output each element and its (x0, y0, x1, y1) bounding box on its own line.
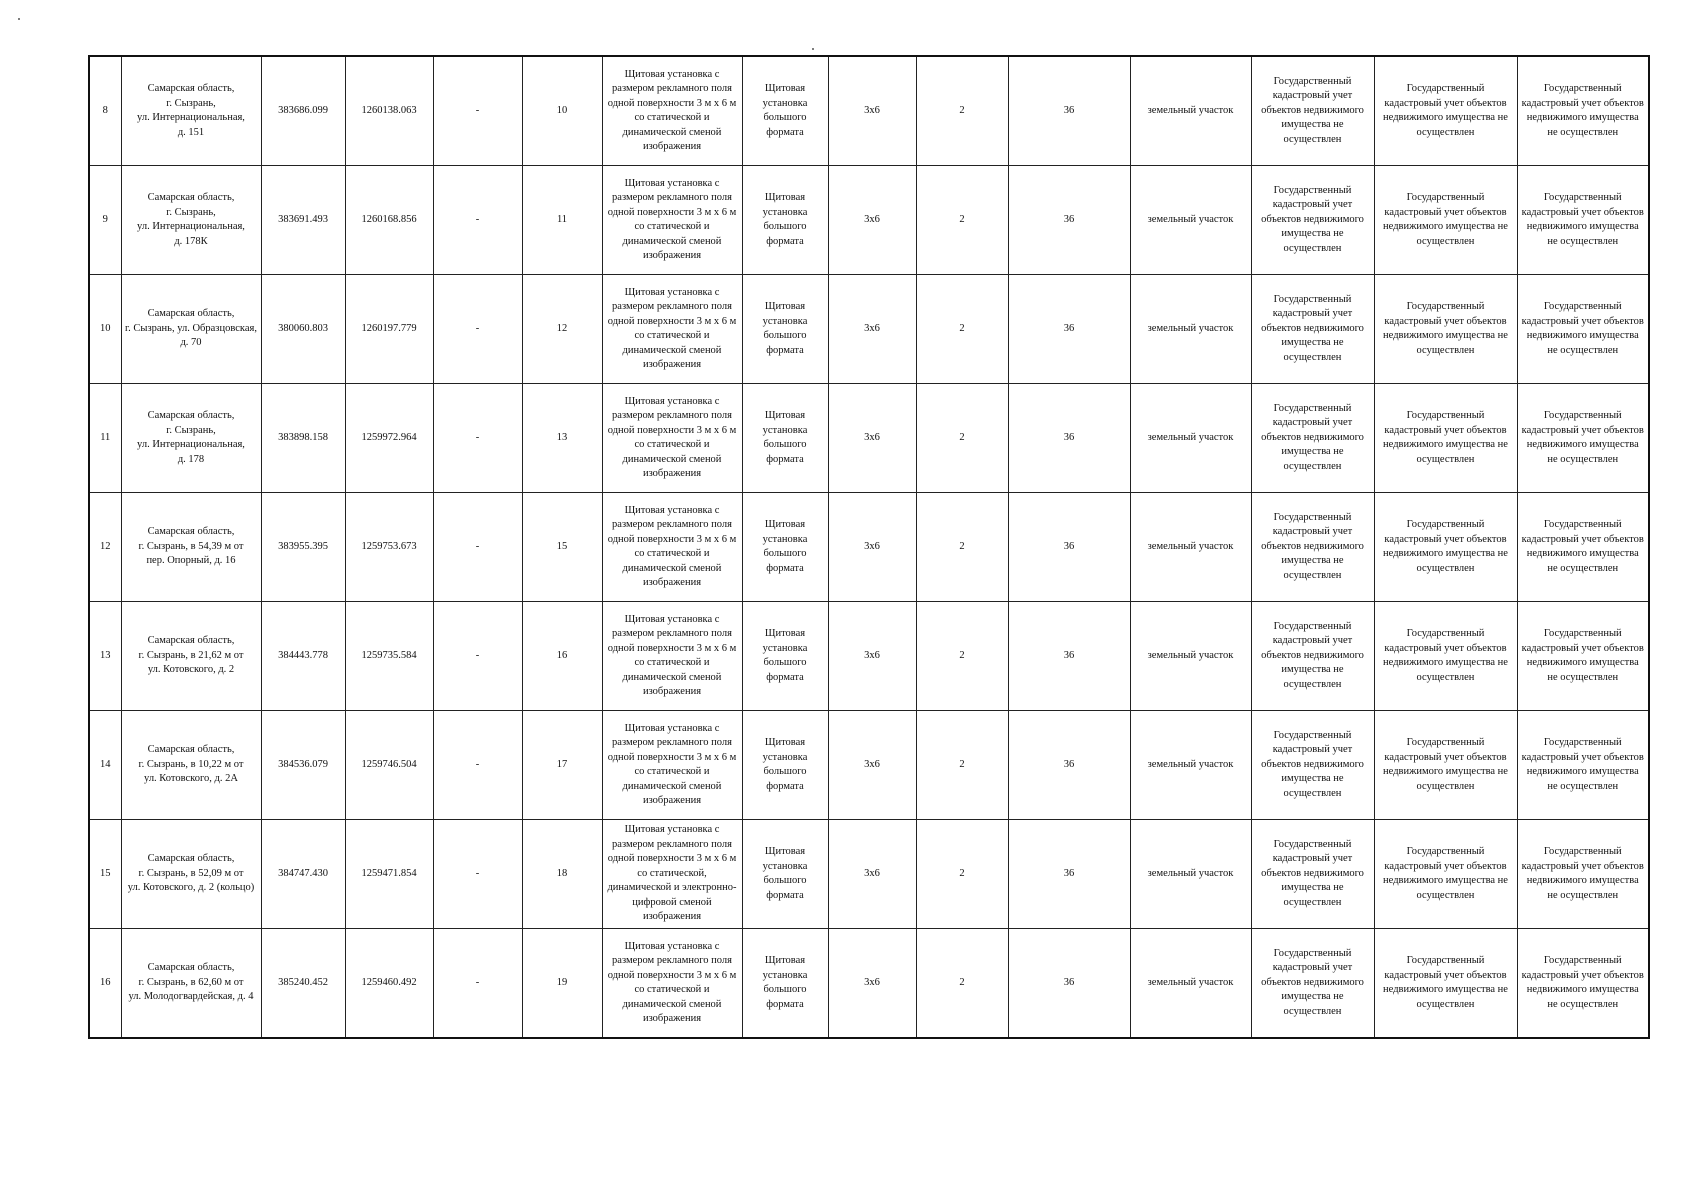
cadastre-status-cell: Государственный кадастровый учет объектов недвижимого имущества не осуществлен (1517, 602, 1649, 711)
coordinate-y-cell: 1260138.063 (345, 56, 433, 166)
row-number-cell: 11 (89, 384, 121, 493)
coordinate-x-cell: 384536.079 (261, 711, 345, 820)
land-type-cell: земельный участок (1130, 56, 1251, 166)
dash-cell: - (433, 602, 522, 711)
cadastre-status-cell: Государственный кадастровый учет объектов недвижимого имущества не осуществлен (1374, 929, 1517, 1039)
cadastre-status-cell: Государственный кадастровый учет объектов недвижимого имущества не осуществлен (1517, 929, 1649, 1039)
coordinate-x-cell: 385240.452 (261, 929, 345, 1039)
size-cell: 3х6 (828, 384, 916, 493)
cadastre-status-cell: Государственный кадастровый учет объектов недвижимого имущества не осуществлен (1517, 820, 1649, 929)
size-cell: 3х6 (828, 929, 916, 1039)
address-cell: Самарская область, г. Сызрань, ул. Интернациональная, д. 178 (121, 384, 261, 493)
number-cell: 18 (522, 820, 602, 929)
table-row (89, 166, 1649, 275)
land-type-cell: земельный участок (1130, 275, 1251, 384)
scan-speck (18, 18, 20, 20)
dash-cell: - (433, 56, 522, 166)
cadastre-status-cell: Государственный кадастровый учет объектов недвижимого имущества не осуществлен (1517, 275, 1649, 384)
size-cell: 3х6 (828, 711, 916, 820)
area-cell: 36 (1008, 384, 1130, 493)
sides-cell: 2 (916, 384, 1008, 493)
coordinate-x-cell: 383898.158 (261, 384, 345, 493)
address-cell: Самарская область, г. Сызрань, в 62,60 м от ул. Молодогвардейская, д. 4 (121, 929, 261, 1039)
sides-cell: 2 (916, 711, 1008, 820)
land-type-cell: земельный участок (1130, 602, 1251, 711)
coordinate-x-cell: 383686.099 (261, 56, 345, 166)
table-row (89, 929, 1649, 1039)
construction-type-cell: Щитовая установка большого формата (742, 711, 828, 820)
cadastre-status-cell: Государственный кадастровый учет объектов недвижимого имущества не осуществлен (1251, 493, 1374, 602)
sides-cell: 2 (916, 820, 1008, 929)
coordinate-y-cell: 1259746.504 (345, 711, 433, 820)
number-cell: 15 (522, 493, 602, 602)
address-cell: Самарская область, г. Сызрань, в 10,22 м от ул. Котовского, д. 2А (121, 711, 261, 820)
row-number-cell: 10 (89, 275, 121, 384)
cadastre-status-cell: Государственный кадастровый учет объектов недвижимого имущества не осуществлен (1251, 275, 1374, 384)
table-row (89, 56, 1649, 166)
cadastre-status-cell: Государственный кадастровый учет объектов недвижимого имущества не осуществлен (1517, 711, 1649, 820)
number-cell: 13 (522, 384, 602, 493)
land-type-cell: земельный участок (1130, 493, 1251, 602)
number-cell: 10 (522, 56, 602, 166)
sides-cell: 2 (916, 56, 1008, 166)
row-number-cell: 13 (89, 602, 121, 711)
address-cell: Самарская область, г. Сызрань, ул. Интернациональная, д. 178К (121, 166, 261, 275)
description-cell: Щитовая установка с размером рекламного поля одной поверхности 3 м х 6 м со статической и динамической сменой изображения (602, 384, 742, 493)
description-cell: Щитовая установка с размером рекламного поля одной поверхности 3 м х 6 м со статической и динамической сменой изображения (602, 275, 742, 384)
land-type-cell: земельный участок (1130, 929, 1251, 1039)
cadastre-status-cell: Государственный кадастровый учет объектов недвижимого имущества не осуществлен (1517, 166, 1649, 275)
cadastre-status-cell: Государственный кадастровый учет объектов недвижимого имущества не осуществлен (1251, 56, 1374, 166)
area-cell: 36 (1008, 602, 1130, 711)
address-cell: Самарская область, г. Сызрань, ул. Интернациональная, д. 151 (121, 56, 261, 166)
construction-type-cell: Щитовая установка большого формата (742, 602, 828, 711)
row-number-cell: 8 (89, 56, 121, 166)
dash-cell: - (433, 275, 522, 384)
registry-table (88, 55, 1650, 1039)
row-number-cell: 14 (89, 711, 121, 820)
construction-type-cell: Щитовая установка большого формата (742, 493, 828, 602)
sides-cell: 2 (916, 929, 1008, 1039)
cadastre-status-cell: Государственный кадастровый учет объектов недвижимого имущества не осуществлен (1374, 602, 1517, 711)
cadastre-status-cell: Государственный кадастровый учет объектов недвижимого имущества не осуществлен (1517, 384, 1649, 493)
number-cell: 16 (522, 602, 602, 711)
cadastre-status-cell: Государственный кадастровый учет объектов недвижимого имущества не осуществлен (1374, 384, 1517, 493)
size-cell: 3х6 (828, 820, 916, 929)
land-type-cell: земельный участок (1130, 820, 1251, 929)
number-cell: 11 (522, 166, 602, 275)
cadastre-status-cell: Государственный кадастровый учет объектов недвижимого имущества не осуществлен (1374, 166, 1517, 275)
number-cell: 17 (522, 711, 602, 820)
size-cell: 3х6 (828, 275, 916, 384)
number-cell: 12 (522, 275, 602, 384)
land-type-cell: земельный участок (1130, 166, 1251, 275)
cadastre-status-cell: Государственный кадастровый учет объектов недвижимого имущества не осуществлен (1251, 602, 1374, 711)
row-number-cell: 9 (89, 166, 121, 275)
area-cell: 36 (1008, 493, 1130, 602)
description-cell: Щитовая установка с размером рекламного поля одной поверхности 3 м х 6 м со статической, динамической и электронно-цифровой сменой изображения (602, 820, 742, 929)
cadastre-status-cell: Государственный кадастровый учет объектов недвижимого имущества не осуществлен (1251, 166, 1374, 275)
cadastre-status-cell: Государственный кадастровый учет объектов недвижимого имущества не осуществлен (1517, 493, 1649, 602)
land-type-cell: земельный участок (1130, 711, 1251, 820)
coordinate-x-cell: 384747.430 (261, 820, 345, 929)
cadastre-status-cell: Государственный кадастровый учет объектов недвижимого имущества не осуществлен (1251, 929, 1374, 1039)
description-cell: Щитовая установка с размером рекламного поля одной поверхности 3 м х 6 м со статической и динамической сменой изображения (602, 929, 742, 1039)
address-cell: Самарская область, г. Сызрань, в 54,39 м от пер. Опорный, д. 16 (121, 493, 261, 602)
area-cell: 36 (1008, 820, 1130, 929)
scan-speck (812, 48, 814, 50)
size-cell: 3х6 (828, 166, 916, 275)
coordinate-x-cell: 380060.803 (261, 275, 345, 384)
construction-type-cell: Щитовая установка большого формата (742, 384, 828, 493)
description-cell: Щитовая установка с размером рекламного поля одной поверхности 3 м х 6 м со статической и динамической сменой изображения (602, 711, 742, 820)
cadastre-status-cell: Государственный кадастровый учет объектов недвижимого имущества не осуществлен (1251, 820, 1374, 929)
coordinate-x-cell: 384443.778 (261, 602, 345, 711)
row-number-cell: 15 (89, 820, 121, 929)
cadastre-status-cell: Государственный кадастровый учет объектов недвижимого имущества не осуществлен (1251, 711, 1374, 820)
coordinate-x-cell: 383955.395 (261, 493, 345, 602)
dash-cell: - (433, 711, 522, 820)
coordinate-y-cell: 1259471.854 (345, 820, 433, 929)
dash-cell: - (433, 384, 522, 493)
sides-cell: 2 (916, 166, 1008, 275)
dash-cell: - (433, 166, 522, 275)
address-cell: Самарская область, г. Сызрань, ул. Образцовская, д. 70 (121, 275, 261, 384)
description-cell: Щитовая установка с размером рекламного поля одной поверхности 3 м х 6 м со статической и динамической сменой изображения (602, 56, 742, 166)
table-row (89, 711, 1649, 820)
construction-type-cell: Щитовая установка большого формата (742, 820, 828, 929)
address-cell: Самарская область, г. Сызрань, в 21,62 м от ул. Котовского, д. 2 (121, 602, 261, 711)
coordinate-x-cell: 383691.493 (261, 166, 345, 275)
cadastre-status-cell: Государственный кадастровый учет объектов недвижимого имущества не осуществлен (1374, 711, 1517, 820)
cadastre-status-cell: Государственный кадастровый учет объектов недвижимого имущества не осуществлен (1517, 56, 1649, 166)
area-cell: 36 (1008, 275, 1130, 384)
area-cell: 36 (1008, 929, 1130, 1039)
table-row (89, 493, 1649, 602)
description-cell: Щитовая установка с размером рекламного поля одной поверхности 3 м х 6 м со статической и динамической сменой изображения (602, 493, 742, 602)
construction-type-cell: Щитовая установка большого формата (742, 56, 828, 166)
number-cell: 19 (522, 929, 602, 1039)
coordinate-y-cell: 1260168.856 (345, 166, 433, 275)
dash-cell: - (433, 929, 522, 1039)
coordinate-y-cell: 1260197.779 (345, 275, 433, 384)
coordinate-y-cell: 1259735.584 (345, 602, 433, 711)
dash-cell: - (433, 493, 522, 602)
sides-cell: 2 (916, 493, 1008, 602)
description-cell: Щитовая установка с размером рекламного поля одной поверхности 3 м х 6 м со статической и динамической сменой изображения (602, 166, 742, 275)
table-row (89, 275, 1649, 384)
coordinate-y-cell: 1259972.964 (345, 384, 433, 493)
size-cell: 3х6 (828, 493, 916, 602)
cadastre-status-cell: Государственный кадастровый учет объектов недвижимого имущества не осуществлен (1251, 384, 1374, 493)
size-cell: 3х6 (828, 56, 916, 166)
coordinate-y-cell: 1259753.673 (345, 493, 433, 602)
cadastre-status-cell: Государственный кадастровый учет объектов недвижимого имущества не осуществлен (1374, 275, 1517, 384)
size-cell: 3х6 (828, 602, 916, 711)
address-cell: Самарская область, г. Сызрань, в 52,09 м от ул. Котовского, д. 2 (кольцо) (121, 820, 261, 929)
table-row (89, 602, 1649, 711)
table-row (89, 820, 1649, 929)
sides-cell: 2 (916, 275, 1008, 384)
row-number-cell: 12 (89, 493, 121, 602)
dash-cell: - (433, 820, 522, 929)
area-cell: 36 (1008, 166, 1130, 275)
construction-type-cell: Щитовая установка большого формата (742, 929, 828, 1039)
sides-cell: 2 (916, 602, 1008, 711)
land-type-cell: земельный участок (1130, 384, 1251, 493)
table-row (89, 384, 1649, 493)
registry-table-body (89, 56, 1649, 1038)
construction-type-cell: Щитовая установка большого формата (742, 166, 828, 275)
area-cell: 36 (1008, 56, 1130, 166)
area-cell: 36 (1008, 711, 1130, 820)
description-cell: Щитовая установка с размером рекламного поля одной поверхности 3 м х 6 м со статической и динамической сменой изображения (602, 602, 742, 711)
cadastre-status-cell: Государственный кадастровый учет объектов недвижимого имущества не осуществлен (1374, 56, 1517, 166)
row-number-cell: 16 (89, 929, 121, 1039)
coordinate-y-cell: 1259460.492 (345, 929, 433, 1039)
construction-type-cell: Щитовая установка большого формата (742, 275, 828, 384)
cadastre-status-cell: Государственный кадастровый учет объектов недвижимого имущества не осуществлен (1374, 820, 1517, 929)
cadastre-status-cell: Государственный кадастровый учет объектов недвижимого имущества не осуществлен (1374, 493, 1517, 602)
